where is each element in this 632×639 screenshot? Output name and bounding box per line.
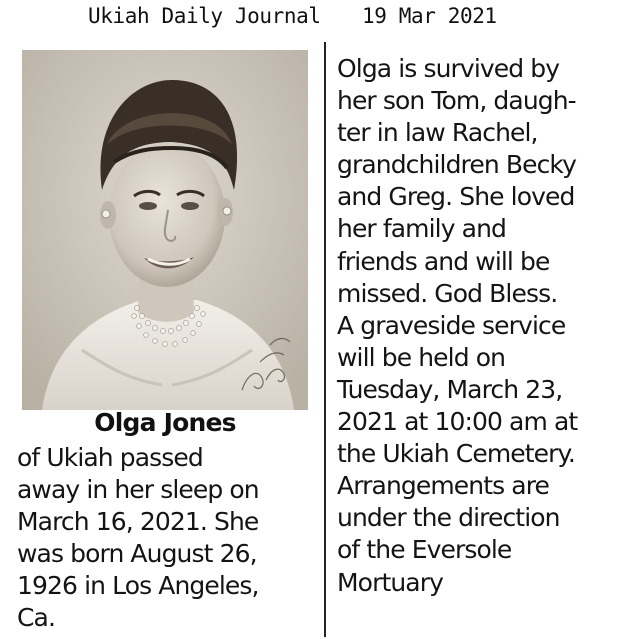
obituary-line: ter in law Rachel,	[337, 118, 538, 148]
obituary-line: missed. God Bless.	[337, 278, 558, 308]
obituary-line: Ca.	[17, 603, 56, 633]
portrait-photo	[22, 50, 308, 410]
obituary-line: 1926 in Los Angeles,	[17, 571, 259, 601]
obituary-line: Mortuary	[337, 567, 443, 597]
page-header	[0, 4, 632, 34]
obituary-name: Olga Jones	[94, 408, 236, 437]
publication-title: Ukiah Daily Journal	[88, 4, 321, 28]
column-divider	[324, 42, 326, 637]
obituary-line: Olga is survived by	[337, 54, 560, 83]
obituary-line: was born August 26,	[17, 539, 257, 569]
obituary-line: friends and will be	[337, 246, 550, 276]
obituary-line: March 16, 2021. She	[17, 507, 259, 537]
obituary-line: 2021 at 10:00 am at	[337, 407, 578, 437]
obituary-line: of the Eversole	[337, 535, 512, 565]
obituary-line: away in her sleep on	[17, 475, 259, 505]
obituary-right-column	[337, 53, 629, 599]
obituary-line: the Ukiah Cemetery.	[337, 439, 575, 469]
obituary-line: her son Tom, daugh-	[337, 86, 576, 116]
obituary-line: Arrangements are	[337, 471, 550, 501]
obituary-line: A graveside service	[337, 310, 566, 340]
obituary-line: of Ukiah passed	[17, 443, 203, 472]
obituary-line: under the direction	[337, 503, 560, 533]
obituary-line: her family and	[337, 214, 506, 244]
obituary-left-column	[17, 442, 317, 635]
obituary-line: Tuesday, March 23,	[337, 374, 563, 404]
obituary-line: and Greg. She loved	[337, 182, 575, 212]
obituary-line: will be held on	[337, 342, 506, 372]
publication-date: 19 Mar 2021	[362, 4, 497, 28]
obituary-line: grandchildren Becky	[337, 150, 576, 180]
portrait-illustration	[22, 50, 308, 410]
